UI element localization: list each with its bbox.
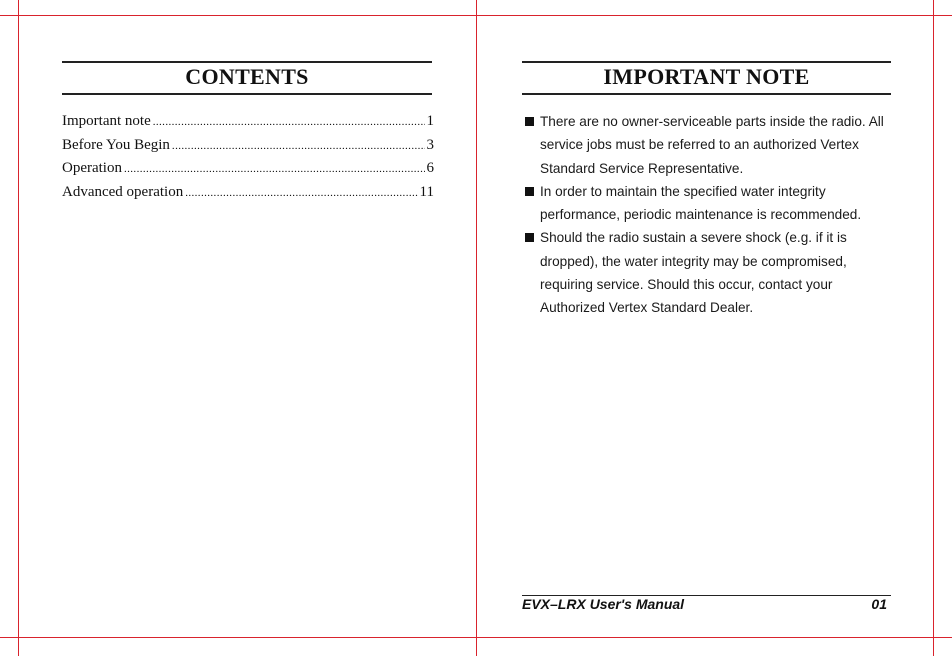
- toc-dot-leader: [124, 158, 425, 182]
- toc-entry-advanced-operation[interactable]: [62, 181, 434, 205]
- square-bullet-icon: [525, 233, 534, 242]
- toc-entry-operation[interactable]: [62, 157, 434, 181]
- crop-tick: [0, 637, 18, 638]
- toc-entry-page: 11: [419, 183, 434, 200]
- important-note-heading: IMPORTANT NOTE: [522, 61, 891, 95]
- note-list: [522, 110, 894, 320]
- manual-title: EVX–LRX User's Manual: [522, 596, 685, 612]
- important-note-page: [522, 0, 891, 656]
- crop-tick: [18, 0, 19, 15]
- contents-page: [62, 0, 432, 656]
- crop-tick: [934, 15, 952, 16]
- crop-tick: [933, 638, 934, 656]
- contents-heading: CONTENTS: [62, 61, 432, 95]
- crop-mark-left: [18, 15, 19, 638]
- crop-mark-spine: [476, 0, 477, 656]
- crop-tick: [18, 638, 19, 656]
- toc-entry-important-note[interactable]: [62, 110, 434, 134]
- table-of-contents: [62, 110, 434, 204]
- note-item: [522, 110, 894, 180]
- note-item: [522, 226, 894, 319]
- square-bullet-icon: [525, 117, 534, 126]
- toc-dot-leader: [185, 182, 417, 206]
- toc-entry-before-you-begin[interactable]: [62, 134, 434, 158]
- toc-entry-page: 3: [426, 136, 434, 153]
- page-number: 01: [871, 596, 887, 612]
- toc-entry-title: Operation: [62, 160, 122, 176]
- toc-entry-title: Before You Begin: [62, 136, 170, 153]
- note-item: [522, 180, 894, 227]
- crop-mark-right: [933, 15, 934, 638]
- crop-tick: [0, 15, 18, 16]
- toc-entry-page: 6: [426, 160, 434, 176]
- note-text: There are no owner-serviceable parts inside the radio. All service jobs must be referred to an authorized Vertex Standard Service Representative.: [540, 114, 884, 176]
- note-text: In order to maintain the specified water integrity performance, periodic maintenance is recommended.: [540, 183, 862, 223]
- toc-entry-title: Important note: [62, 113, 151, 129]
- toc-dot-leader: [153, 111, 425, 135]
- crop-tick: [934, 637, 952, 638]
- toc-entry-title: Advanced operation: [62, 183, 184, 200]
- square-bullet-icon: [525, 187, 534, 196]
- toc-dot-leader: [172, 135, 425, 159]
- note-text: Should the radio sustain a severe shock (e.g. if it is dropped), the water integrity may be compromised, requiring service. Should this occur, contact your Authorized Vertex Standard Dealer.: [540, 230, 847, 316]
- toc-entry-page: 1: [426, 113, 434, 129]
- page-footer: [522, 595, 891, 613]
- crop-tick: [933, 0, 934, 15]
